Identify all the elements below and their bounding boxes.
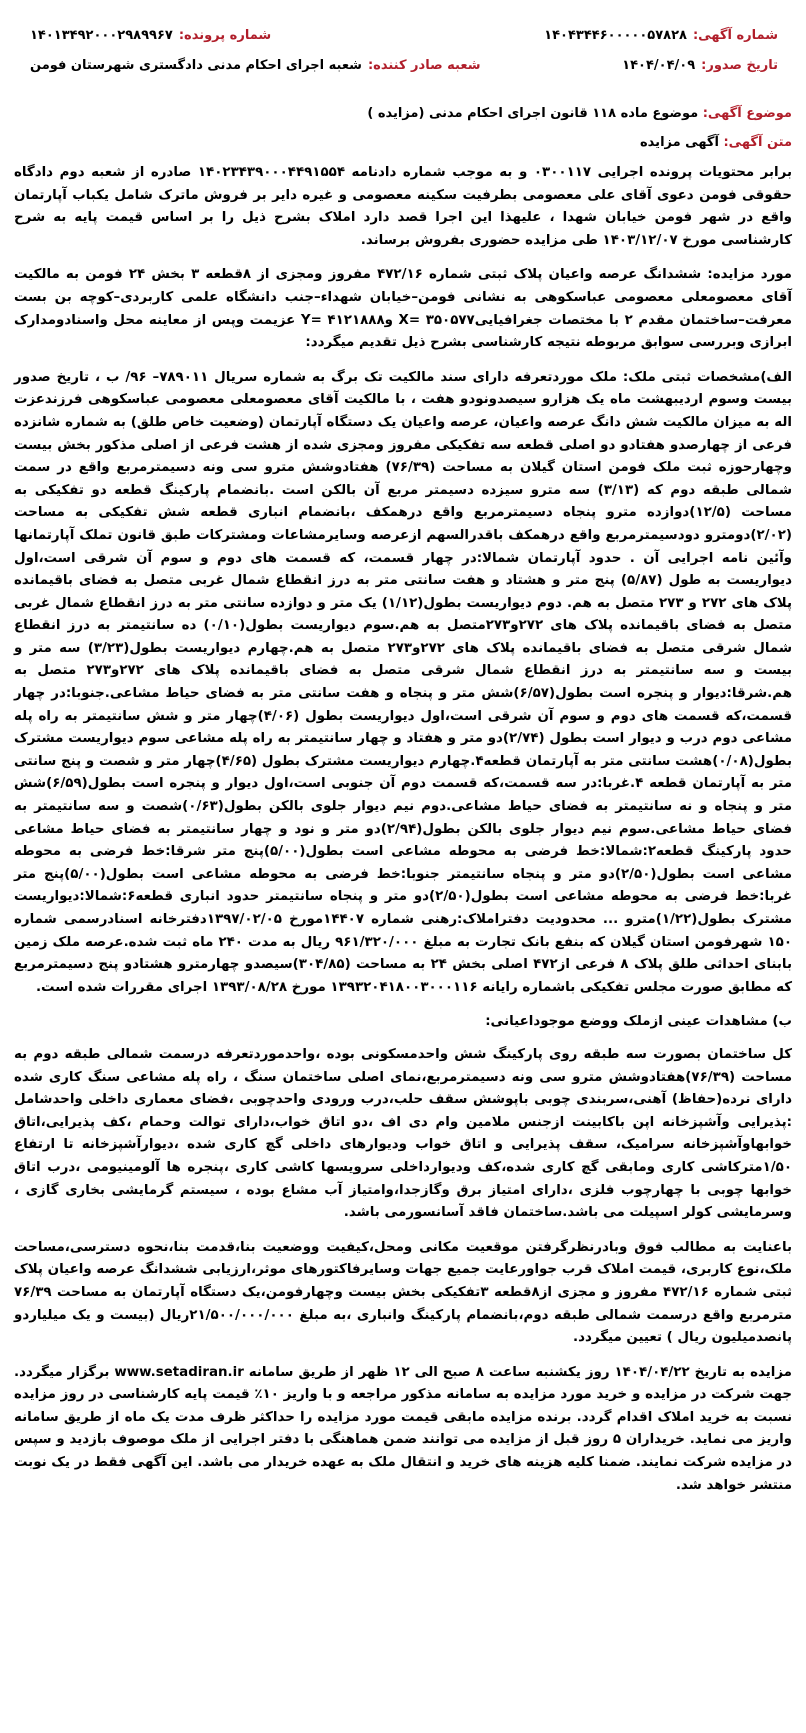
case-number-value: ۱۴۰۱۳۴۹۲۰۰۰۲۹۸۹۹۶۷ bbox=[30, 28, 173, 43]
meta-row-numbers bbox=[14, 28, 792, 58]
issue-date-value: ۱۴۰۴/۰۴/۰۹ bbox=[622, 58, 696, 73]
observations-paragraph: کل ساختمان بصورت سه طبقه روی پارکینگ شش واحدمسکونی بوده ،واحدموردتعرفه درسمت شمالی طبقه دوم به مساحت (۷۶/۳۹)هفتادوشش مترو سی ونه دسیمترمربع،نمای اصلی ساختمان سنگ ، راه پله مشاعی سنگ کاری شده دارای نرده(حفاظ) آهنی،سربندی چوبی باپوشش سقف حلب،درب ورودی واحدچوبی ،فضای معماری داخلی واحدشامل :پذیرایی وآشپزخانه اپن باکابینت ازجنس ملامین وام دی اف ،دو اتاق خواب،دارای توالت وحمام ،کف پذیرایی،اتاق خوابهاوآشپزخانه سرامیک، سقف پذیرایی و اتاق خواب ودیوارهای داخلی گچ کاری شده ،دیوارآشپزخانه تا ارتفاع ۱/۵۰مترکاشی کاری ومابقی گچ کاری شده،کف ودیوارداخلی سرویسها کاشی کاری ،پنجره ها آلومینیومی ،درب اتاق خوابها چوبی با چهارچوب فلزی ،دارای امتیاز برق وگازجدا،وامتیاز آب مشاع بوده ، سیستم گرمایشی بخاری گازی ، وسرمایشی کولر اسپیلت می باشد.ساختمان فاقد آسانسورمی باشد. bbox=[14, 1046, 792, 1221]
case-number-label: شماره پرونده: bbox=[178, 28, 272, 43]
meta-row-issue bbox=[14, 58, 792, 88]
issuer bbox=[30, 58, 481, 73]
issue-date bbox=[622, 58, 778, 73]
text-heading-label: متن آگهی: bbox=[723, 135, 792, 150]
observations-heading: ب) مشاهدات عینی ازملک ووضع موجوداعیانی: bbox=[485, 1014, 792, 1030]
ad-number-label: شماره آگهی: bbox=[692, 28, 778, 43]
issue-date-label: تاریخ صدور: bbox=[701, 58, 778, 73]
ad-number bbox=[544, 28, 778, 43]
case-number bbox=[30, 28, 271, 43]
subject bbox=[14, 106, 792, 121]
subject-value: موضوع ماده ۱۱۸ قانون اجرای احکام مدنی (مزایده ) bbox=[367, 106, 699, 121]
ad-number-value: ۱۴۰۴۳۴۴۶۰۰۰۰۰۵۷۸۲۸ bbox=[544, 28, 687, 43]
issuer-value: شعبه اجرای احکام مدنی دادگستری شهرستان فومن bbox=[30, 58, 362, 73]
notice-body bbox=[14, 162, 792, 1497]
intro-paragraph: برابر محتویات پرونده اجرایی ۰۳۰۰۱۱۷ و به موجب شماره دادنامه ۱۴۰۲۳۴۳۹۰۰۰۴۴۹۱۵۵۴ صادره از شعبه دوم دادگاه حقوقی فومن دعوی آقای علی معصومی بطرفیت سکینه معصومی و غیره دایر بر فروش ماترک شامل یکباب آپارتمان واقع در شهر فومن خیابان شهدا ، علیهذا این اجرا قصد دارد املاک بشرح ذیل را بر اساس قیمت پایه به شرح کارشناسی مورخ ۱۴۰۳/۱۲/۰۷ طی مزایده حضوری بفروش برساند. bbox=[14, 165, 792, 248]
subject-label: موضوع آگهی: bbox=[702, 106, 792, 121]
issuer-label: شعبه صادر کننده: bbox=[367, 58, 481, 73]
text-heading bbox=[14, 135, 792, 150]
auction-subject-paragraph: مورد مزایده: ششدانگ عرصه واعیان پلاک ثبتی شماره ۴۷۲/۱۶ مفروز ومجزی از ۸قطعه ۳ بخش ۲۴ فومن به مالکیت آقای معصومعلی معصومی عباسکوهی به نشانی فومن–خیابان شهداء–جنب دانشگاه علمی کاربردی–کوچه بن بست معرفت–ساختمان مقدم ۲ با مختصات جغرافیایی۳۵۰۵۷۷ =X و۴۱۲۱۸۸۸ =Y عزیمت وپس از معاینه محل واسنادومدارک ابرازی وبررسی سوابق مربوطه نتیجه کارشناسی بشرح ذیل تقدیم میگردد: bbox=[14, 267, 792, 351]
auction-terms-paragraph: مزایده به تاریخ ۱۴۰۴/۰۴/۲۲ روز یکشنبه ساعت ۸ صبح الی ۱۲ ظهر از طریق سامانه www.setadiran.ir برگزار میگردد. جهت شرکت در مزایده و خرید مورد مزایده به سامانه مذکور مراجعه و با واریز ۱۰٪ قیمت پایه کارشناسی در روز مزایده نسبت به خرید املاک اقدام گردد. برنده مزایده مابقی قیمت مورد مزایده را حداکثر ظرف مدت یک ماه از طریق سامانه واریز می نماید. خریداران ۵ روز قبل از مزایده می توانند ضمن هماهنگی با دفتر اجرایی از ملک موصوف بازدید و سپس در مزایده شرکت نمایند. ضمنا کلیه هزینه های خرید و انتقال ملک به عهده خریدار می باشد. این آگهی فقط در یک نوبت منتشر خواهد شد. bbox=[14, 1364, 793, 1493]
registration-details-paragraph: الف)مشخصات ثبتی ملک: ملک موردتعرفه دارای سند مالکیت تک برگ به شماره سریال ۷۸۹۰۱۱– ۹۶/ ب ، تاریخ صدور بیست وسوم اردیبهشت ماه یک هزارو سیصدونودو هفت ، با مالکیت آقای معصومعلی معصومی عباسکوهی فرزندعزت اله به میزان مالکیت شش دانگ عرصه واعیان، عرصه واعیان یک دستگاه آپارتمان (وضعیت خاص طلق) به شماره شانزده فرعی از چهارصدو هفتادو دو اصلی قطعه سه تفکیکی مفروز ومجزی شده از هشت فرعی از اصلی مذکور بخش بیست وچهارحوزه ثبت ملک فومن استان گیلان به مساحت (۷۶/۳۹) هفتادوشش مترو سی ونه دسیمترمربع واقع در سمت شمالی طبقه دوم که (۳/۱۳) سه مترو سیزده دسیمتر مربع آن بالکن است .بانضمام پارکینگ قطعه دو تفکیکی به مساحت (۱۲/۵)دوازده مترو پنجاه دسیمترمربع واقع درهمکف ،بانضمام انباری قطعه شش تفکیکی به مساحت (۲/۰۲)دومترو دودسیمترمربع واقع درهمکف باقدرالسهم ازعرصه وسایرمشاعات ومشترکات طبق قانون تملک آپارتمانها وآئین نامه اجرایی آن . حدود آپارتمان شمالا:در چهار قسمت، که قسمت های دوم و سوم آن شرقی است،اول دیواریست به طول (۵/۸۷) پنج متر و هشتاد و هفت سانتی متر به درز انقطاع شمال غربی متصل به فضای باقیمانده پلاک های ۲۷۲ و ۲۷۳ متصل به هم. دوم دیواریست بطول(۱/۱۲) یک متر و دوازده سانتی متر به درز انقطاع شمال غربی متصل به فضای باقیمانده پلاک های ۲۷۲و۲۷۳متصل به هم.سوم دیواریست بطول(۰/۱۰) ده سانتیمتر به درز انقطاع شمال شرقی متصل به فضای باقیمانده پلاک های ۲۷۲و۲۷۳ متصل به هم.چهارم دیواریست بطول(۳/۲۳) سه متر و بیست و سه سانتیمتر به درز انقطاع شمال شرقی متصل به فضای باقیمانده پلاک های ۲۷۲و۲۷۳ متصل به هم.شرقا:دیوار و پنجره است بطول(۶/۵۷)شش متر و پنجاه و هفت سانتی متر به فضای حیاط مشاعی.جنوبا:در چهار قسمت،که قسمت های دوم و سوم آن شرقی است،اول دیواریست بطول (۴/۰۶)چهار متر و شش سانتیمتر به راه پله مشاعی دوم درب و دیوار است بطول (۲/۷۴)دو متر و هفتاد و چهار سانتیمتر به راه پله مشاعی سوم دیواریست مشترک بطول(۰/۰۸)هشت سانتی متر به آپارتمان قطعه۴.چهارم دیواریست مشترک بطول (۴/۶۵)چهار متر و شصت و پنج سانتی متر به آپارتمان قطعه ۴.غربا:در سه قسمت،که قسمت دوم آن جنوبی است،اول دیوار و پنجره است بطول(۶/۵۹)شش متر و پنجاه و نه سانتیمتر به فضای حیاط مشاعی.دوم نیم دیوار جلوی بالکن بطول(۰/۶۳)شصت و سه سانتیمتر به فضای حیاط مشاعی.سوم نیم دیوار جلوی بالکن بطول(۲/۹۴)دو متر و نود و چهار سانتیمتر به فضای حیاط مشاعی حدود پارکینگ قطعه۲:شمالا:خط فرضی به محوطه مشاعی است بطول(۵/۰۰)پنج متر شرقا:خط فرضی به محوطه مشاعی است بطول(۲/۵۰)دو متر و پنجاه سانتیمتر جنوبا:خط فرضی به محوطه مشاعی است بطول(۵/۰۰)پنج متر غربا:خط فرضی به محوطه مشاعی است بطول(۲/۵۰)دو متر و پنجاه سانتیمتر حدود انباری قطعه۶:شمالا:دیواریست مشترک بطول(۱/۲۲)مترو ... محدودیت دفتراملاک:رهنی شماره ۱۴۴۰۷مورخ ۱۳۹۷/۰۲/۰۵دفترخانه اسنادرسمی شماره ۱۵۰ شهرفومن استان گیلان که بنفع بانک تجارت به مبلغ ۹۶۱/۳۲۰/۰۰۰ ریال به مدت ۲۴۰ ماه ثبت شده.عرصه ملک زمین بابنای احداثی طلق پلاک ۸ فرعی از۴۷۲ اصلی بخش ۲۴ به مساحت (۳۰۴/۸۵)سیصدو چهارمترو هشتادو پنج دسیمترمربع که مطابق صورت مجلس تفکیکی باشماره رایانه ۱۳۹۳۲۰۴۱۸۰۰۳۰۰۰۱۱۶ مورخ ۱۳۹۳/۰۸/۲۸ اجرای مقررات شده است. bbox=[14, 369, 793, 995]
text-heading-value: آگهی مزایده bbox=[640, 135, 719, 150]
valuation-paragraph: باعنایت به مطالب فوق وبادرنظرگرفتن موقعیت مکانی ومحل،کیفیت ووضعیت بنا،قدمت بنا،نحوه دسترسی،مساحت ملک،نوع کاربری، قیمت املاک قرب جواورعایت جمیع جهات وسایرفاکتورهای موثر،ارزیابی ششدانگ عرصه واعیان پلاک ثبتی شماره ۴۷۲/۱۶ مفروز و مجزی از۸قطعه ۳تفکیکی بخش بیست وچهارفومن،یک دستگاه آپارتمان به مساحت ۷۶/۳۹ مترمربع واقع درسمت شمالی طبقه دوم،بانضمام پارکینگ وانباری ،به مبلغ ۲۱/۵۰۰/۰۰۰/۰۰۰ریال (بیست و یک میلیاردو پانصدمیلیون ریال ) تعیین میگردد. bbox=[14, 1239, 793, 1346]
